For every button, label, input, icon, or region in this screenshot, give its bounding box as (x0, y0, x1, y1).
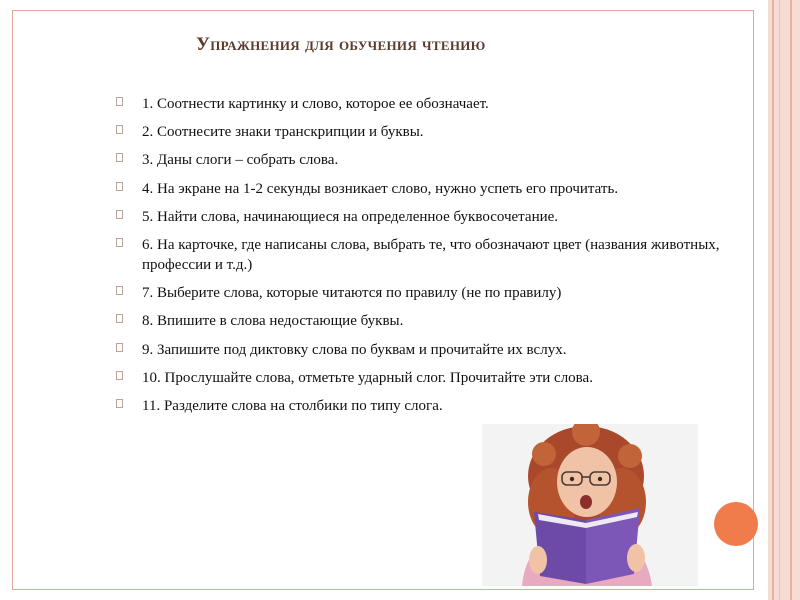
girl-reading-illustration (482, 424, 698, 586)
mouth (580, 495, 592, 509)
hand (529, 546, 547, 574)
list-item: 10. Прослушайте слова, отметьте ударный слог. Прочитайте эти слова. (116, 368, 756, 388)
bullet-icon (116, 97, 123, 106)
list-item: 3. Даны слоги – собрать слова. (116, 150, 756, 170)
eye (570, 477, 574, 481)
bullet-icon (116, 210, 123, 219)
decorative-band-stripe (790, 0, 792, 600)
bullet-icon (116, 399, 123, 408)
bullet-icon (116, 371, 123, 380)
decorative-band-stripe (779, 0, 780, 600)
list-item: 6. На карточке, где написаны слова, выбрать те, что обозначают цвет (названия животных, профессии и т.д.) (116, 235, 756, 275)
bullet-icon (116, 343, 123, 352)
girl-reading-book-photo (482, 424, 698, 586)
accent-circle (714, 502, 758, 546)
list-item: 7. Выберите слова, которые читаются по правилу (не по правилу) (116, 283, 756, 303)
bullet-icon (116, 182, 123, 191)
bullet-icon (116, 286, 123, 295)
hair-curl (532, 442, 556, 466)
bullet-icon (116, 153, 123, 162)
slide-title: Упражнения для обучения чтению (196, 34, 486, 55)
list-item: 4. На экране на 1-2 секунды возникает слово, нужно успеть его прочитать. (116, 179, 756, 199)
bullet-icon (116, 125, 123, 134)
exercise-list (116, 94, 756, 424)
list-item: 11. Разделите слова на столбики по типу слога. (116, 396, 756, 416)
list-item: 1. Соотнести картинку и слово, которое ее обозначает. (116, 94, 756, 114)
hand (627, 544, 645, 572)
list-item: 5. Найти слова, начинающиеся на определенное буквосочетание. (116, 207, 756, 227)
hair-curl (618, 444, 642, 468)
bullet-icon (116, 314, 123, 323)
eye (598, 477, 602, 481)
decorative-band-stripe (772, 0, 774, 600)
list-item: 9. Запишите под диктовку слова по буквам и прочитайте их вслух. (116, 340, 756, 360)
bullet-icon (116, 238, 123, 247)
list-item: 8. Впишите в слова недостающие буквы. (116, 311, 756, 331)
list-item: 2. Соотнесите знаки транскрипции и буквы. (116, 122, 756, 142)
